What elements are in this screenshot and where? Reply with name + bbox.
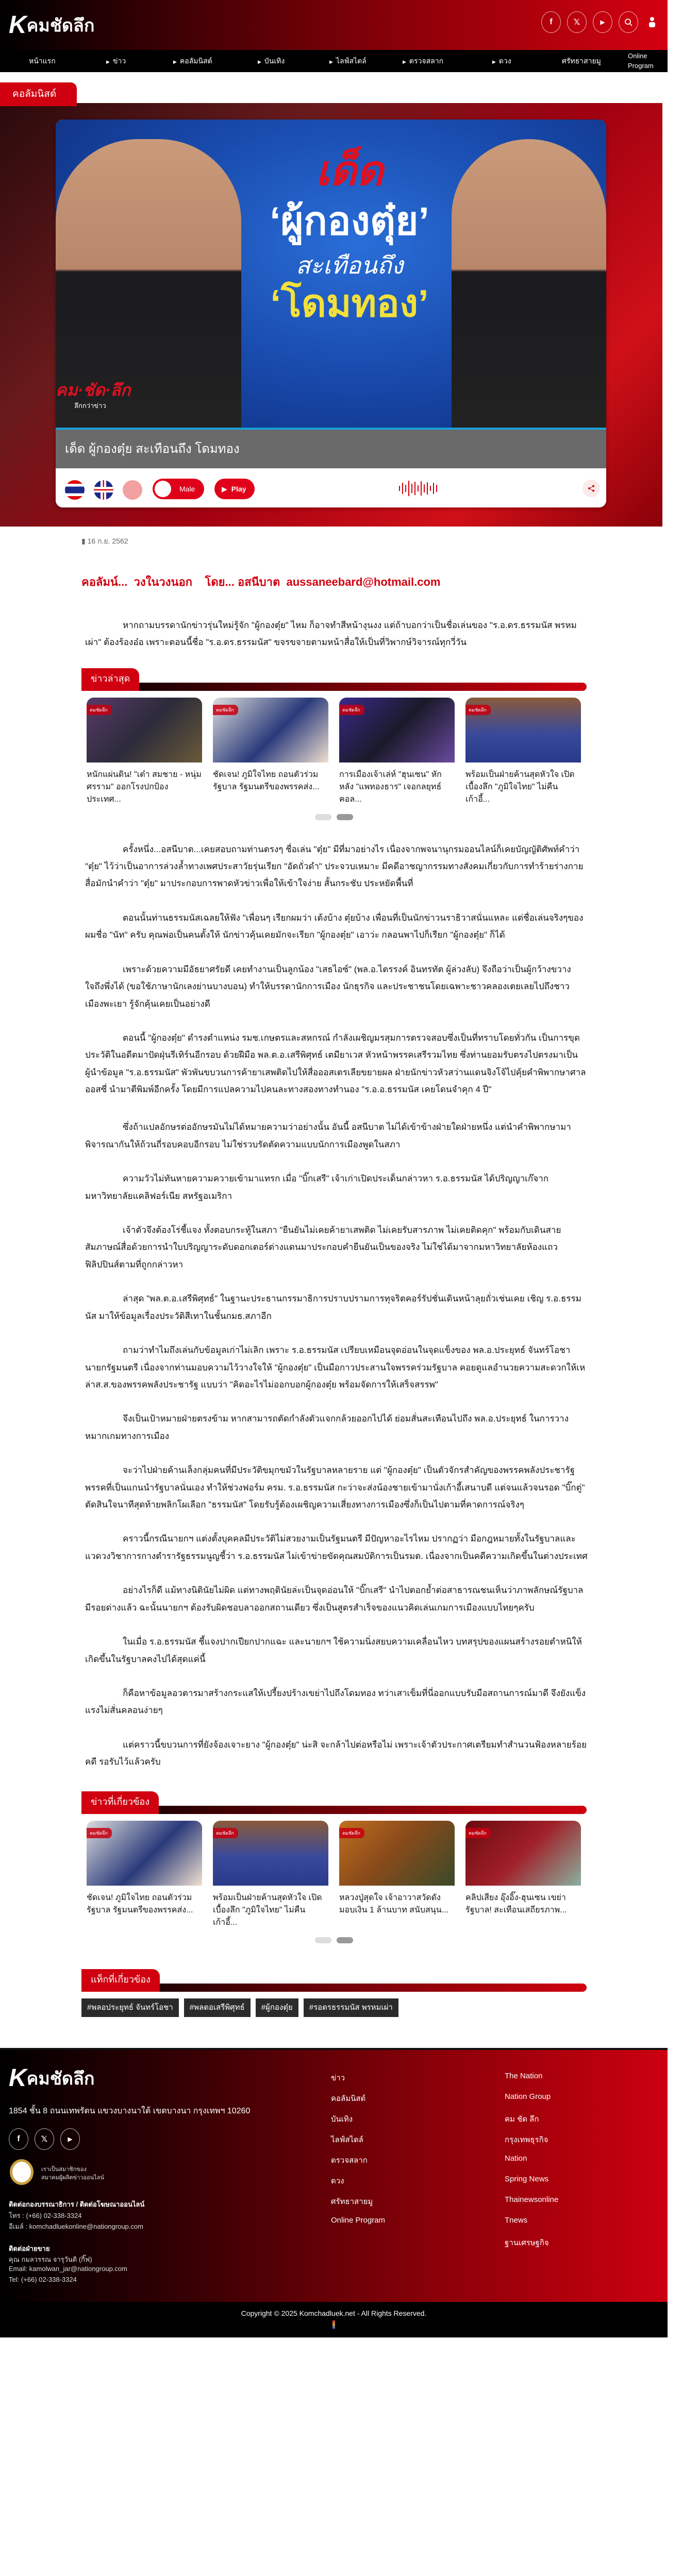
related-news-cards xyxy=(81,1821,587,1929)
article-intro xyxy=(85,617,588,651)
thumbnail-badge: คมชัดลึก xyxy=(339,1828,364,1838)
footer-logo[interactable] xyxy=(9,2064,94,2092)
footer-menu-link[interactable]: ไลฟ์สไตล์ xyxy=(331,2135,363,2144)
play-button[interactable] xyxy=(214,479,255,499)
paragraph: คราวนี้กรณีนายกฯ แต่งตั้งบุคคลมีประวัติไม่สวยงามเป็นรัฐมนตรี มีปัญหาอะไรไหม ปรากฏว่า มือกฎหมายทั้งในรัฐบาลและแวดวงวิชาการกางตำรารัฐธรรมนูญชี้ว่า ร.อ.ธรรมนัส ไม่เข้าข่ายขัดคุณสมบัติการเป็นรมต. เนื่องจากเป็นคดีความเกิดขึ้นในต่างประเทศ xyxy=(85,1534,588,1561)
paragraph: แต่คราวนี้ขบวนการที่ยังจ้องเจาะยาง "ผู้กองตุ๋ย" น่ะสิ จะกล้าไปต่อหรือไม่ เพราะเจ้าตัวประกาศเตรียมทำสำนวนฟ้องหลายร้อยคดี รอรับไว้แล้วครับ xyxy=(85,1740,587,1767)
paragraph: ถามว่าทำไมถึงเล่นกับข้อมูลเก่าไม่เลิก เพราะ ร.อ.ธรรมนัส เปรียบเหมือนจุดอ่อนในจุดแข็งของ พล.อ.ประยุทธ์ จันทร์โอชา นายกรัฐมนตรี เนื่องจากท่านมอบความไว้วางใจให้ "ผู้กองตุ๋ย" เป็นมือกาวประสานใจพรรคร่วมรัฐบาล คอยดูแลอำนวยความสะดวกให้เหล่าส.ส.ของพรรคพลังประชารัฐ แบบว่า "คิดอะไรไม่ออกบอกผู้กองตุ๋ย พร้อมจัดการให้เสร็จสรรพ" xyxy=(85,1345,586,1389)
member-text: เราเป็นสมาชิกของ xyxy=(41,2166,87,2173)
network-link[interactable]: Thainewsonline xyxy=(505,2195,559,2204)
news-thumbnail xyxy=(465,1821,581,1886)
male-avatar-icon xyxy=(155,481,171,497)
nav-label: ดวง xyxy=(498,57,511,65)
contact-tel: โทร : (+66) 02-338-3324 xyxy=(9,2211,82,2219)
site-footer xyxy=(0,2050,668,2302)
voice-toggle[interactable] xyxy=(153,479,204,499)
news-title[interactable]: ชัดเจน! ภูมิใจไทย ถอนตัวร่วมรัฐบาล รัฐมนตรีของพรรคส่ง... xyxy=(87,1893,193,1914)
news-title[interactable]: ชัดเจน! ภูมิใจไทย ถอนตัวร่วมรัฐบาล รัฐมนตรีของพรรคส่ง... xyxy=(213,770,320,791)
article-body-part-1 xyxy=(85,841,588,1098)
x-twitter-icon[interactable]: 𝕏 xyxy=(35,2128,54,2150)
caret-right-icon: ▶ xyxy=(258,59,261,64)
logo-text: คมชัดลึก xyxy=(26,16,95,36)
latest-news-title: ข่าวล่าสุด xyxy=(81,668,139,691)
youtube-icon[interactable]: ▶ xyxy=(593,11,612,33)
news-title[interactable]: คลิปเสียง อุ๊งอิ๊ง-ฮุนเซน เขย่ารัฐบาล! สะเทือนเสถียรภาพ... xyxy=(465,1893,567,1914)
news-card[interactable] xyxy=(465,1821,581,1929)
network-link[interactable]: กรุงเทพธุรกิจ xyxy=(505,2135,548,2144)
network-link[interactable]: Nation Group xyxy=(505,2092,551,2101)
paragraph: ครั้งหนึ่ง...อสนีบาต...เคยสอบถามท่านตรงๆ ชื่อเล่น "ตุ๋ย" มีที่มาอย่างไร เนื่องจากพจนานุกรมออนไลน์ก็เคยบัญญัติศัพท์คำว่า "ตุ๋ย" ไว้ว่าเป็นอาการล่วงล้ำทางเพศประสาวัยรุ่นเรียก "อัดถั่วดำ" ประจวบเหมาะ มีคดีอาชญากรรมทางสังคมเกี่ยวกับการทำร้ายร่างกาย สื่อมักนำคำว่า "ตุ๋ย" มาประกอบการพาดหัวข่าวเพื่อให้เข้าใจง่าย สั้นกระชับ ประหยัดพื้นที่ xyxy=(85,844,584,889)
carousel-dot-active[interactable] xyxy=(337,814,353,820)
nav-online-program[interactable] xyxy=(628,50,668,72)
nav-label: ข่าว xyxy=(112,57,126,65)
paragraph: เจ้าตัวจึงต้องโร่ชี้แจง ทั้งตอบกระทู้ในสภา "ยืนยันไม่เคยค้ายาเสพติด ไม่เคยรับสารภาพ ไม่เคยติดคุก" พร้อมกับเดินสายสัมภาษณ์สื่อด้วยการนำใบปริญญาระดับดอกเตอร์ต่างแดนมาประกอบคำยืนยันเป็นของจริง ไม่ใช่ได้มาจากมหาวิทยาลัยห้องแถวฟิลิปปินส์ตามที่ถูกกล่าวหา xyxy=(85,1225,561,1269)
youtube-icon[interactable]: ▶ xyxy=(60,2128,80,2150)
tag-chip[interactable]: #รอดรธรรมนัส พรหมเผ่า xyxy=(304,1998,398,2017)
share-icon[interactable] xyxy=(582,480,600,497)
footer-address: 1854 ชั้น 8 ถนนเทพรัตน แขวงบางนาใต้ เขตบางนา กรุงเทพฯ 10260 xyxy=(9,2106,251,2115)
news-card[interactable] xyxy=(87,698,202,806)
image-watermark-sub: ลึกกว่าข่าว xyxy=(74,402,106,410)
paragraph: ความวัวไม่ทันหายความควายเข้ามาแทรก เมื่อ "บิ๊กเสรี" เจ้าเก่าเปิดประเด็นกล่าวหา ร.อ.ธรรมนัส ได้ปริญญาเก๊จากมหาวิทยาลัยแคลิฟอร์เนีย สหรัฐอเมริกา xyxy=(85,1174,549,1201)
main-nav xyxy=(0,50,668,72)
search-icon[interactable] xyxy=(619,11,638,33)
headline-line-3: สะเทือนถึง xyxy=(295,252,404,279)
news-title[interactable]: พร้อมเป็นฝ่ายค้านสุดหัวใจ เปิดเบื้องลึก "ภูมิใจไทย" ไม่คืนเก้าอี้... xyxy=(465,770,575,804)
related-news-section xyxy=(81,1791,587,1943)
nav-entertainment[interactable] xyxy=(258,50,285,72)
article-body-part-2 xyxy=(85,1118,588,1770)
news-card[interactable] xyxy=(213,698,328,806)
thumbnail-badge: คมชัดลึก xyxy=(87,1828,112,1838)
carousel-dots xyxy=(81,814,587,820)
latest-news-section xyxy=(81,668,587,820)
header-bar xyxy=(81,683,587,691)
caret-right-icon: ▶ xyxy=(173,59,177,64)
nav-label: ไลฟ์สไตล์ xyxy=(336,57,367,65)
hero-caption: เด็ด ผู้กองตุ๋ย สะเทือนถึง โดมทอง xyxy=(56,428,606,468)
paragraph: หากถามบรรดานักข่าวรุ่นใหม่รู้จัก "ผู้กองตุ๋ย" ไหม ก็อาจทำสีหน้างุนงง แต่ถ้าบอกว่าเป็นชื่อเล่นของ "ร.อ.ดร.ธรรมนัส พรหมเผ่า" ต้องร้องอ๋อ เพราะตอนนี้ชื่อ "ร.อ.ดร.ธรรมนัส" ขจรขจายตามหน้าสื่อให้เป็นที่วิพากษ์วิจารณ์ทุกวี่วัน xyxy=(85,620,577,648)
user-icon[interactable] xyxy=(648,16,656,30)
latest-news-cards xyxy=(81,698,587,806)
china-flag-icon[interactable] xyxy=(123,480,142,500)
category-tag[interactable]: คอลัมนิสต์ xyxy=(0,82,77,106)
logo-mark: K xyxy=(9,11,25,39)
paragraph: เพราะด้วยความมีอัธยาศรัยดี เคยทำงานเป็นลูกน้อง "เสธไอซ์" (พล.อ.ไตรรงค์ อินทรทัต ผู้ล่วงลับ) จึงถือว่าเป็นผู้กว้างขวาง ใจถึงพึ่งได้ (ขอใช้ภาษานักเลงย่านบางบอน) ทำให้บรรดานักการเมือง นักธุรกิจ และประชาชนโดยเฉพาะชาวคลองเตยเลยไปถึงชาวเมืองพะเยา รู้จักคุ้นเคยเป็นอย่างดี xyxy=(85,964,571,1009)
thumbnail-badge: คมชัดลึก xyxy=(213,705,238,715)
play-icon: ▶ xyxy=(222,484,227,493)
audio-controls xyxy=(56,468,606,507)
headline-line-4: ‘โดมทอง’ xyxy=(270,282,429,325)
nav-label: ศรัทธาสายมู xyxy=(562,57,601,65)
facebook-icon[interactable]: f xyxy=(9,2128,28,2150)
tag-chip[interactable]: #พลตอเสรีพิศุทธ์ xyxy=(184,1998,251,2017)
hero-image xyxy=(56,120,606,428)
nav-home[interactable] xyxy=(29,50,56,72)
thai-flag-icon[interactable] xyxy=(65,480,85,500)
caret-right-icon: ▶ xyxy=(329,59,333,64)
sales-heading: ติดต่อฝ่ายขาย xyxy=(9,2244,50,2252)
tag-chip[interactable]: #พลอประยุทธ์ จันทร์โอชา xyxy=(81,1998,179,2017)
paragraph: จึงเป็นเป้าหมายฝ่ายตรงข้าม หากสามารถตัดกำลังตัวแจกกล้วยออกไปได้ ย่อมสั่นสะเทือนไปถึง พล.อ.ประยุทธ์ ในการวางหมากเกมทางการเมือง xyxy=(85,1414,569,1441)
carousel-dot[interactable] xyxy=(315,1937,331,1943)
related-news-title: ข่าวที่เกี่ยวข้อง xyxy=(81,1791,159,1814)
sales-tel: Tel: (+66) 02-338-3324 xyxy=(9,2275,77,2283)
nav-lottery[interactable] xyxy=(403,50,443,72)
logo-text: คมชัดลึก xyxy=(26,2069,95,2089)
paragraph: ในเมื่อ ร.อ.ธรรมนัส ชี้แจงปากเปียกปากแฉะ และนายกฯ ใช้ความนิ่งสยบความเคลื่อนไหว บทสรุปของแผนสร้างรอยตำหนิให้เกิดขึ้นในรัฐบาลคงไปได้สุดแค่นี้ xyxy=(85,1637,582,1664)
network-link[interactable]: คม ชัด ลึก xyxy=(505,2114,539,2124)
carousel-dot-active[interactable] xyxy=(337,1937,353,1943)
voice-label: Male xyxy=(179,485,195,493)
news-card[interactable] xyxy=(213,1821,328,1929)
publish-date xyxy=(81,536,587,547)
tags-header xyxy=(81,1969,587,1992)
thumbnail-badge: คมชัดลึก xyxy=(465,705,491,715)
image-watermark: คม·ชัด·ลึก xyxy=(56,381,131,399)
paragraph: ล่าสุด "พล.ต.อ.เสรีพิศุทธ์" ในฐานะประธานกรรมาธิการปราบปรามการทุจริตคอร์รัปชั่นเดินหน้าลุยถั่วเช่นเคย เชิญ ร.อ.ธรรมนัส มาให้ข้อมูลเรื่องประวัติสีเทาในชั้นกมธ.สภาอีก xyxy=(85,1294,581,1321)
uk-flag-icon[interactable] xyxy=(94,480,113,500)
caret-right-icon: ▶ xyxy=(106,59,110,64)
contact-email[interactable]: อีเมล์ : komchadluekonline@nationgroup.com xyxy=(9,2222,143,2230)
news-title[interactable]: หลวงปู่สุดใจ เจ้าอาวาสวัดดัง มอบเงิน 1 ล้านบาท สนับสนุน... xyxy=(339,1893,449,1914)
nav-horoscope[interactable] xyxy=(492,50,511,72)
news-thumbnail xyxy=(465,698,581,762)
paragraph: จะว่าไปฝ่ายค้านเล็งกลุ่มคนที่มีประวัติขมุกขมัวในรัฐบาลหลายราย แต่ "ผู้กองตุ๋ย" เป็นตัวจักรสำคัญของพรรคพลังประชารัฐ พรรคที่เป็นแกนนำรัฐบาลนั่นเอง ทำให้ช่วงฟอร์ม ครม. ร.อ.ธรรมนัส กะว่าจะส่งน้องชายเข้ามานั่งเก้าอี้เสนาบดี แต่จนแล้วจนรอด "บิ๊กตู่" ตัดสินใจนาทีสุดท้ายพลิกโผเลือก "ธรรมนัส" โดยรับรู้ต้องเผชิญความเสี่ยงทางการเมืองซึ่งก็เป็นไปตามที่คาดการณ์จริงๆ xyxy=(85,1465,585,1510)
paragraph: ก็คือหาข้อมูลอวตารมาสร้างกระแสให้เปรี้ยงปร้างเขย่าไปถึงโดมทอง ทว่าเสาเข็มที่นี่ออกแบบรับมือสถานการณ์มาดี จึงยังแข็งแรงไม่สั่นคลอนง่ายๆ xyxy=(85,1688,586,1716)
nav-label: บันเทิง xyxy=(264,57,285,65)
news-card[interactable] xyxy=(339,1821,455,1929)
thumbnail-badge: คมชัดลึก xyxy=(87,705,112,715)
nav-label: คอลัมนิสต์ xyxy=(179,57,212,65)
member-association-logo xyxy=(10,2159,34,2185)
hero-section xyxy=(0,82,668,527)
caret-right-icon: ▶ xyxy=(403,59,406,64)
copyright-text: Copyright © 2025 Komchadluek.net - All Rights Reserved. xyxy=(241,2309,427,2317)
news-thumbnail xyxy=(213,1821,328,1886)
network-link[interactable]: Tnews xyxy=(505,2215,528,2225)
news-title[interactable]: พร้อมเป็นฝ่ายค้านสุดหัวใจ เปิดเบื้องลึก "ภูมิใจไทย" ไม่คืนเก้าอี้... xyxy=(213,1893,322,1927)
paragraph: ซึ่งถ้าแปลอักษรต่ออักษรมันไม่ได้หมายความว่าอย่างนั้น อันนี้ อสนีบาต ไม่ได้เข้าข้างฝ่ายใดฝ่ายหนึ่ง แต่นำคำพิพากษามาพิจารณากันให้ถ้วนถี่รอบคอบอีกรอบ ไม่ใช่รวบรัดตัดความแบบนักการเมืองพูดในสภา xyxy=(85,1122,571,1149)
facebook-icon[interactable]: f xyxy=(541,11,561,33)
news-card[interactable] xyxy=(465,698,581,806)
paragraph: ตอนนั้นท่านธรรมนัสเฉลยให้ฟัง "เพื่อนๆ เรียกผมว่า เต้งบ้าง ตุ๋ยบ้าง เพื่อนที่เป็นนักข่าวนราธิวาสนั่นแหละ แต่ชื่อเล่นจริงๆของผมชื่อ "นัท" ครับ คุณพ่อเป็นคนตั้งให้ นักข่าวคุ้นเคยมักจะเรียก "ผู้กองตุ๋ย" เอาว่ะ กลอนพาไปก็เรียก "ผู้กองตุ๋ย" ก็ได้ xyxy=(85,913,584,940)
tag-list xyxy=(81,1998,587,2017)
footer-menu-link[interactable]: ข่าว xyxy=(331,2073,345,2082)
copyright-bar xyxy=(0,2302,668,2337)
nav-lifestyle[interactable] xyxy=(329,50,367,72)
sales-name: คุณ กมลวรรณ จารุวันติ (กิ๊ฟ) xyxy=(9,2255,92,2263)
news-card[interactable] xyxy=(339,698,455,806)
news-card[interactable] xyxy=(87,1821,202,1929)
news-title[interactable]: การเมืองเจ้าเล่ห์ "ฮุนเซน" หักหลัง "แพทองธาร" เจอกลยุทธ์คอล... xyxy=(339,770,442,804)
stats-counter-icon xyxy=(332,2320,335,2329)
contact-heading: ติดต่อกองบรรณาธิการ / ติดต่อโฆษณาออนไลน์ xyxy=(9,2200,145,2208)
network-link[interactable]: ฐานเศรษฐกิจ xyxy=(505,2238,549,2247)
play-label: Play xyxy=(231,485,246,493)
byline: คอลัมน์... วงในวงนอก โดย... อสนีบาต aussaneebard@hotmail.com xyxy=(81,575,441,588)
tags-section xyxy=(81,1969,587,2017)
carousel-dot[interactable] xyxy=(315,814,331,820)
logo-mark: K xyxy=(9,2064,25,2092)
sales-email[interactable]: Email: kamolwan_jar@nationgroup.com xyxy=(9,2264,127,2273)
footer-menu-link[interactable]: ดวง xyxy=(331,2176,344,2185)
nav-label: ตรวจสลาก xyxy=(409,57,444,65)
footer-menu-link[interactable]: ตรวจสลาก xyxy=(331,2156,368,2165)
carousel-dots xyxy=(81,1937,587,1943)
calendar-icon: ▮ xyxy=(81,537,88,545)
network-link[interactable]: The Nation xyxy=(505,2071,543,2080)
site-header xyxy=(0,0,668,50)
news-title[interactable]: หนักแผ่นดิน! "เต๋า สมชาย - หนุ่ม ศรราม" ออกโรงปกป้องประเทศ... xyxy=(87,770,202,804)
caret-right-icon: ▶ xyxy=(492,59,496,64)
tag-chip[interactable]: #ผู้กองตุ๋ย xyxy=(256,1998,298,2017)
footer-menu-link[interactable]: บันเทิง xyxy=(331,2114,353,2124)
hero-card xyxy=(56,120,606,507)
footer-menu-link[interactable]: ศรัทธาสายมู xyxy=(331,2197,373,2206)
thumbnail-badge: คมชัดลึก xyxy=(465,1828,491,1838)
nav-news[interactable] xyxy=(106,50,126,72)
tags-title: แท็กที่เกี่ยวข้อง xyxy=(81,1969,160,1992)
top-bar xyxy=(0,0,668,72)
news-thumbnail xyxy=(339,698,455,762)
footer-menu-link[interactable]: คอลัมนิสต์ xyxy=(331,2094,366,2103)
date-text: 16 ก.ย. 2562 xyxy=(87,537,128,545)
nav-label: หน้าแรก xyxy=(29,57,56,65)
footer-menu-link[interactable]: Online Program xyxy=(331,2215,386,2225)
news-thumbnail xyxy=(213,698,328,762)
site-logo[interactable] xyxy=(9,11,94,39)
latest-news-header xyxy=(81,668,587,691)
network-link[interactable]: Spring News xyxy=(505,2174,549,2183)
news-thumbnail xyxy=(339,1821,455,1886)
nav-faith[interactable] xyxy=(562,50,601,72)
headline-line-2: ‘ผู้กองตุ๋ย’ xyxy=(270,199,429,243)
waveform-icon xyxy=(398,480,440,500)
nav-label: Online Program xyxy=(628,52,654,70)
nav-columnist[interactable] xyxy=(173,50,212,72)
news-thumbnail xyxy=(87,1821,202,1886)
paragraph: ตอนนี้ "ผู้กองตุ๋ย" ดำรงตำแหน่ง รมช.เกษตรและสหกรณ์ กำลังเผชิญมรสุมการตรวจสอบซึ่งเป็นที่ทราบโดยทั่วกัน เป็นการขุดประวัติในอดีตมาปัดฝุ่นรีเทิร์นอีกรอบ ด้วยฝีมือ พล.ต.อ.เสรีพิศุทธ์ เตมียาเวส หัวหน้าพรรคเสรีรวมไทย ซึ่งท่านยอมรับตรงไปตรงมาเป็นผู้นำข้อมูล "ร.อ.ธรรมนัส" พัวพันขบวนการค้ายาเสพติดไปให้สื่อออสเตรเลียขยายผล ฝ่ายนักข่าวหัวสว่านแดนจิงโจ้ไปคุ้ยคำพิพากษาศาลออสซี่ นำมาตีพิมพ์อีกครั้ง โดยมีการแปลความไปคนละทางสองทางทำนอง "ร.อ.อ.ธรรมนัส เคยโดนจำคุก 4 ปี" xyxy=(85,1033,586,1095)
network-link[interactable]: Nation xyxy=(505,2154,527,2163)
related-news-header xyxy=(81,1791,587,1814)
x-twitter-icon[interactable]: 𝕏 xyxy=(567,11,587,33)
person-right-image xyxy=(452,139,606,428)
thumbnail-badge: คมชัดลึก xyxy=(339,705,364,715)
news-thumbnail xyxy=(87,698,202,762)
headline-line-1: เด็ด xyxy=(315,148,384,194)
member-text: สมาคมผู้ผลิตข่าวออนไลน์ xyxy=(41,2174,104,2181)
paragraph: อย่างไรก็ดี แม้ทางนิตินัยไม่ผิด แต่ทางพฤตินัยล่ะเป็นจุดอ่อนให้ "บิ๊กเสรี" นำไปตอกย้ำต่อสาธารณชนเห็นว่าภาพลักษณ์รัฐบาลมีรอยด่างแล้ว ฉะนั้นนายกฯ ต้องรับผิดชอบลาออกสถานเดียว ซึ่งเป็นสูตรสำเร็จของแนวคิดเล่นเกมการเมืองแบบไทยๆครับ xyxy=(85,1585,584,1613)
thumbnail-badge: คมชัดลึก xyxy=(213,1828,238,1838)
